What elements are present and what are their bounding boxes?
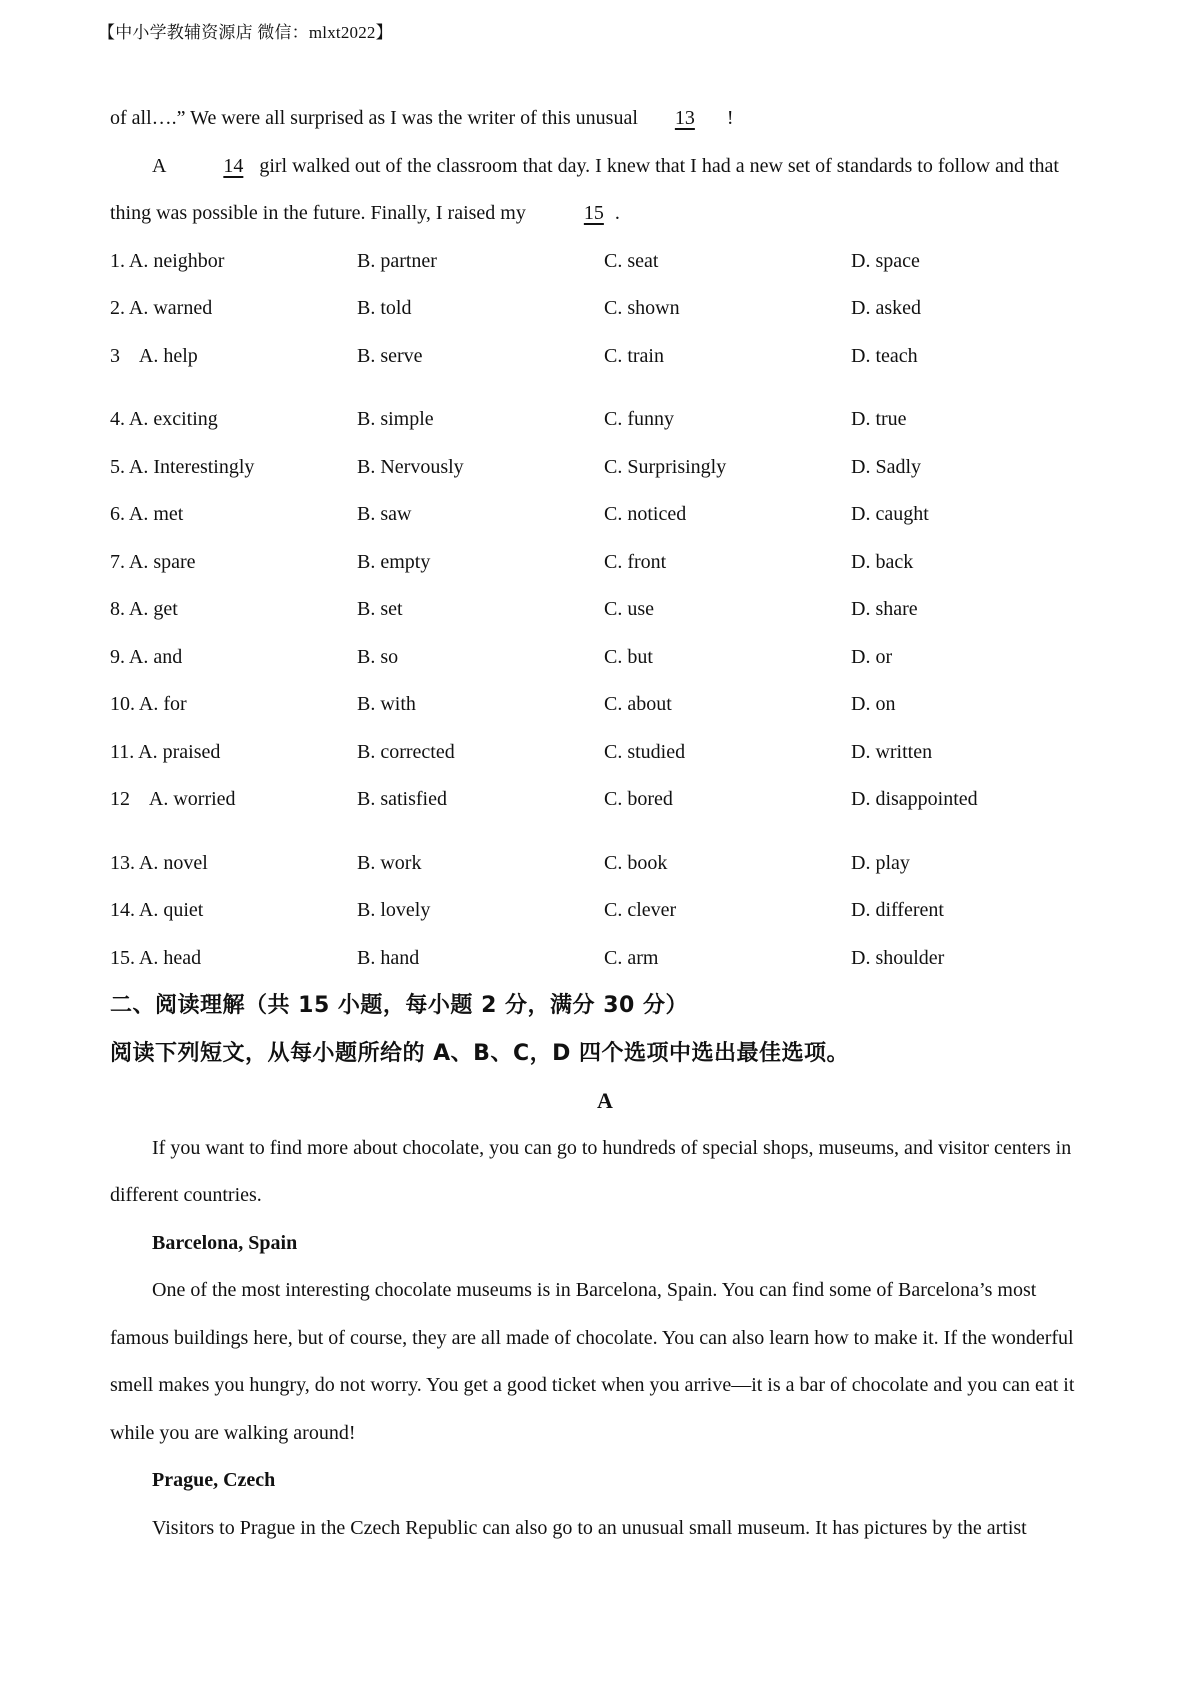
option-c: C. clever [604, 899, 677, 921]
option-d: D. play [851, 851, 910, 874]
blank-14: 14 [223, 154, 244, 177]
option-a: 3 A. help [110, 344, 198, 367]
option-c: C. bored [604, 788, 673, 810]
option-b: B. told [357, 297, 412, 319]
option-d: D. space [851, 249, 920, 272]
option-d: D. different [851, 899, 944, 921]
question-row [110, 634, 1100, 682]
option-a: 15. A. head [110, 946, 202, 969]
option-a: 14. A. quiet [110, 899, 204, 921]
option-b: B. saw [357, 503, 412, 525]
option-d: D. caught [851, 503, 929, 525]
text-segment: girl walked out of the classroom that day. I knew that I had a new set of standards to follow and that [259, 154, 1059, 177]
option-d: D. true [851, 408, 907, 430]
option-b: B. simple [357, 408, 434, 430]
option-c: C. Surprisingly [604, 455, 727, 478]
passage-intro: If you want to find more about chocolate, you can go to hundreds of special shops, museums, and visitor centers in different countries. [110, 1136, 1072, 1206]
option-c: C. about [604, 693, 672, 715]
option-a: 7. A. spare [110, 550, 196, 573]
option-d: D. Sadly [851, 455, 921, 478]
option-b: B. so [357, 645, 399, 668]
option-d: D. written [851, 740, 933, 763]
option-d: D. back [851, 550, 914, 573]
section-2-title: 二、阅读理解（共 15 小题，每小题 2 分，满分 30 分） [110, 993, 688, 1018]
question-row [110, 444, 1100, 492]
question-row [110, 491, 1100, 539]
option-d: D. asked [851, 297, 921, 319]
option-b: B. work [357, 851, 422, 874]
option-a: 12 A. worried [110, 788, 236, 810]
option-d: D. shoulder [851, 946, 945, 969]
option-d: D. share [851, 598, 918, 620]
option-c: C. noticed [604, 503, 687, 525]
option-b: B. Nervously [357, 455, 464, 478]
option-b: B. empty [357, 550, 431, 573]
text-segment: A [152, 154, 166, 177]
option-c: C. funny [604, 408, 674, 430]
option-c: C. seat [604, 249, 659, 272]
header-note: 【中小学教辅资源店 微信：mlxt2022】 [98, 23, 393, 42]
option-a: 5. A. Interestingly [110, 455, 255, 478]
question-row [110, 238, 1100, 286]
option-a: 11. A. praised [110, 740, 221, 763]
option-c: C. shown [604, 297, 680, 319]
question-row [110, 333, 1100, 381]
question-row [110, 776, 1100, 824]
option-d: D. or [851, 645, 893, 668]
option-a: 4. A. exciting [110, 408, 218, 430]
question-row [110, 539, 1100, 587]
subheading-prague: Prague, Czech [152, 1469, 276, 1491]
question-row [110, 840, 1100, 888]
blank-13: 13 [674, 107, 695, 129]
option-b: B. corrected [357, 740, 455, 763]
text-segment: . [614, 202, 620, 224]
option-a: 6. A. met [110, 503, 184, 525]
passage-tail-line-2 [110, 143, 1100, 238]
text-segment: ! [726, 107, 734, 129]
passage-label: A [597, 1088, 613, 1113]
question-row [110, 285, 1100, 333]
section-2-instruction: 阅读下列短文，从每小题所给的 A、B、C，D 四个选项中选出最佳选项。 [110, 1040, 850, 1066]
blank-15: 15 [583, 202, 604, 224]
passage-tail-line-1 [110, 95, 1100, 143]
option-a: 10. A. for [110, 693, 187, 715]
option-b: B. serve [357, 344, 423, 367]
question-row [110, 935, 1100, 983]
option-c: C. front [604, 550, 667, 573]
text-segment: thing was possible in the future. Finally, I raised my [110, 202, 526, 224]
option-d: D. on [851, 693, 896, 715]
option-c: C. train [604, 344, 664, 367]
option-b: B. with [357, 693, 416, 715]
option-b: B. hand [357, 946, 420, 969]
option-d: D. disappointed [851, 788, 978, 810]
paragraph-prague: Visitors to Prague in the Czech Republic can also go to an unusual small museum. It has pictures by the artist [152, 1516, 1027, 1539]
option-c: C. book [604, 851, 668, 874]
option-a: 8. A. get [110, 598, 178, 620]
option-b: B. satisfied [357, 788, 447, 810]
subheading-barcelona: Barcelona, Spain [152, 1231, 298, 1254]
question-row [110, 681, 1100, 729]
option-a: 13. A. novel [110, 851, 208, 874]
question-row [110, 887, 1100, 935]
question-row [110, 729, 1100, 777]
option-b: B. partner [357, 249, 437, 272]
document-body [110, 95, 1100, 1552]
option-b: B. set [357, 598, 403, 620]
text-segment: of all….” We were all surprised as I was the writer of this unusual [110, 107, 638, 129]
paragraph-barcelona: One of the most interesting chocolate museums is in Barcelona, Spain. You can find some of Barcelona’s most famous buildings here, but of course, they are all made of chocolate. You can also learn how to make it. If the wonderful smell makes you hungry, do not worry. You get a good ticket when you arrive—it is a bar of chocolate and you can eat it while you are walking around! [110, 1279, 1075, 1444]
question-row [110, 396, 1100, 444]
option-a: 9. A. and [110, 645, 183, 668]
option-c: C. arm [604, 946, 659, 969]
option-c: C. studied [604, 740, 686, 763]
question-row [110, 586, 1100, 634]
option-a: 1. A. neighbor [110, 249, 225, 272]
option-c: C. but [604, 645, 653, 668]
option-c: C. use [604, 598, 654, 620]
option-b: B. lovely [357, 899, 431, 921]
cloze-options [110, 238, 1100, 983]
option-a: 2. A. warned [110, 297, 213, 319]
option-d: D. teach [851, 344, 918, 367]
